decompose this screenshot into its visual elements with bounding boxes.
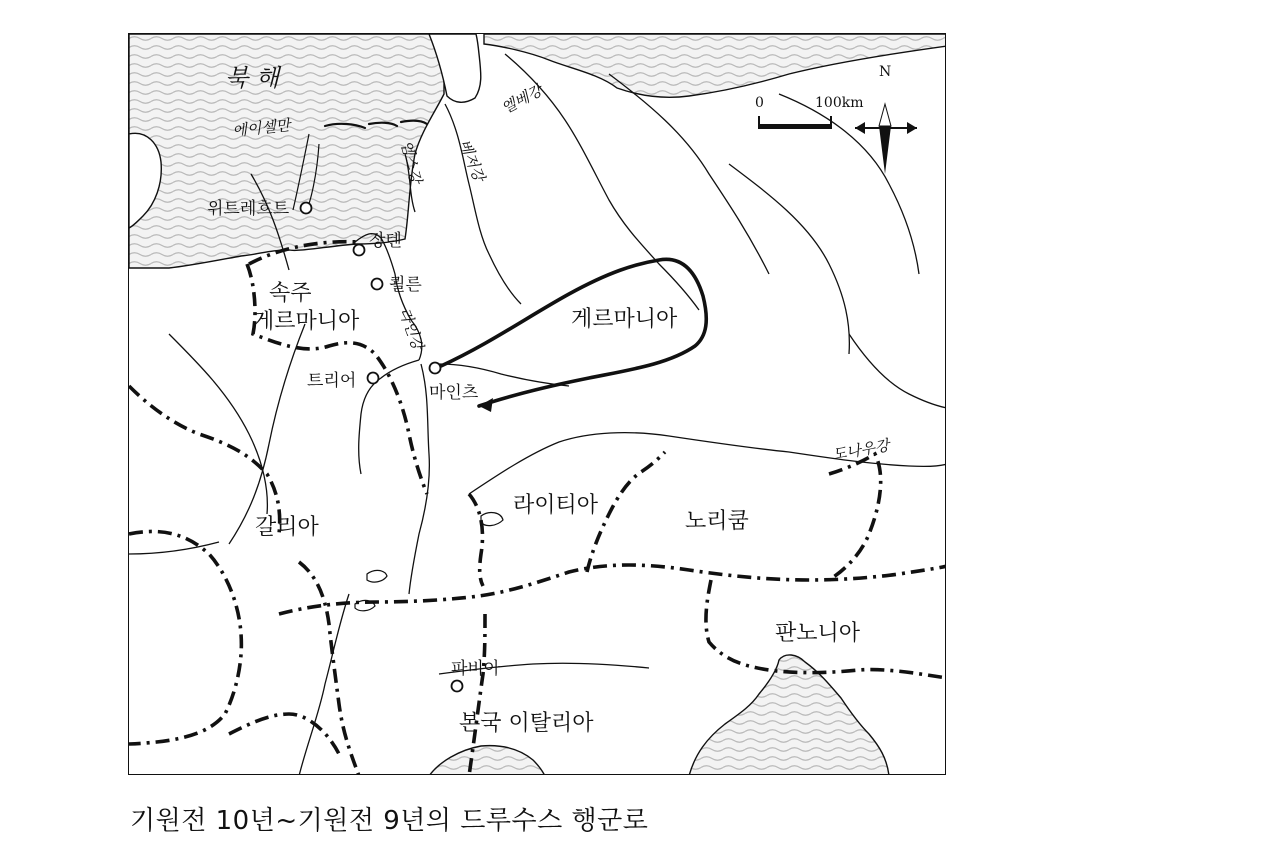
germania-inferior-label-2: 게르마니아 — [253, 309, 360, 334]
ems-label: 엠스강 — [397, 138, 426, 186]
mainz-marker — [430, 363, 441, 374]
xanten-marker — [354, 245, 365, 256]
scale-end-label: 100km — [815, 95, 864, 111]
pavia-marker — [452, 681, 463, 692]
weser-river — [445, 104, 521, 304]
xanten-label: 장텐 — [369, 231, 402, 251]
compass-icon — [855, 64, 917, 174]
trier-label: 트리어 — [307, 371, 357, 391]
utrecht-label: 위트레흐트 — [207, 199, 290, 219]
map — [129, 34, 946, 775]
city-markers — [301, 203, 463, 692]
route-path — [441, 259, 706, 406]
utrecht-marker — [301, 203, 312, 214]
gallia-label: 갈리아 — [255, 515, 319, 540]
elbe-label: 엘베강 — [498, 81, 546, 118]
map-frame — [128, 33, 946, 775]
trier-marker — [368, 373, 379, 384]
mainz-label: 마인츠 — [429, 383, 479, 403]
route-arrowhead — [479, 398, 493, 412]
pannonia-label: 판노니아 — [775, 621, 861, 646]
danube-label: 도나우강 — [830, 436, 891, 464]
drusus-route — [441, 259, 706, 412]
raetia-label: 라이티아 — [513, 493, 599, 518]
cologne-marker — [372, 279, 383, 290]
pavia-label: 파비아 — [451, 659, 501, 679]
north-sea-label: 북 해 — [225, 64, 279, 92]
germania-inferior-label-1: 속주 — [269, 281, 312, 306]
map-caption: 기원전 10년~기원전 9년의 드루수스 행군로 — [130, 806, 649, 836]
rhone-river — [299, 594, 349, 775]
baltic-water — [484, 34, 946, 97]
rhine-label: 라인강 — [395, 305, 428, 353]
cologne-label: 쾰른 — [389, 275, 422, 295]
ligurian-water — [429, 746, 545, 775]
compass-north-label: N — [879, 64, 892, 80]
noricum-label: 노리쿰 — [685, 509, 749, 534]
scale-start-label: 0 — [755, 95, 764, 111]
weser-label: 베저강 — [455, 136, 489, 184]
gulf-label: 에이셀만 — [231, 116, 292, 140]
italia-label: 본국 이탈리아 — [459, 711, 594, 736]
germania-label: 게르마니아 — [571, 307, 678, 332]
scale-bar — [755, 95, 863, 129]
